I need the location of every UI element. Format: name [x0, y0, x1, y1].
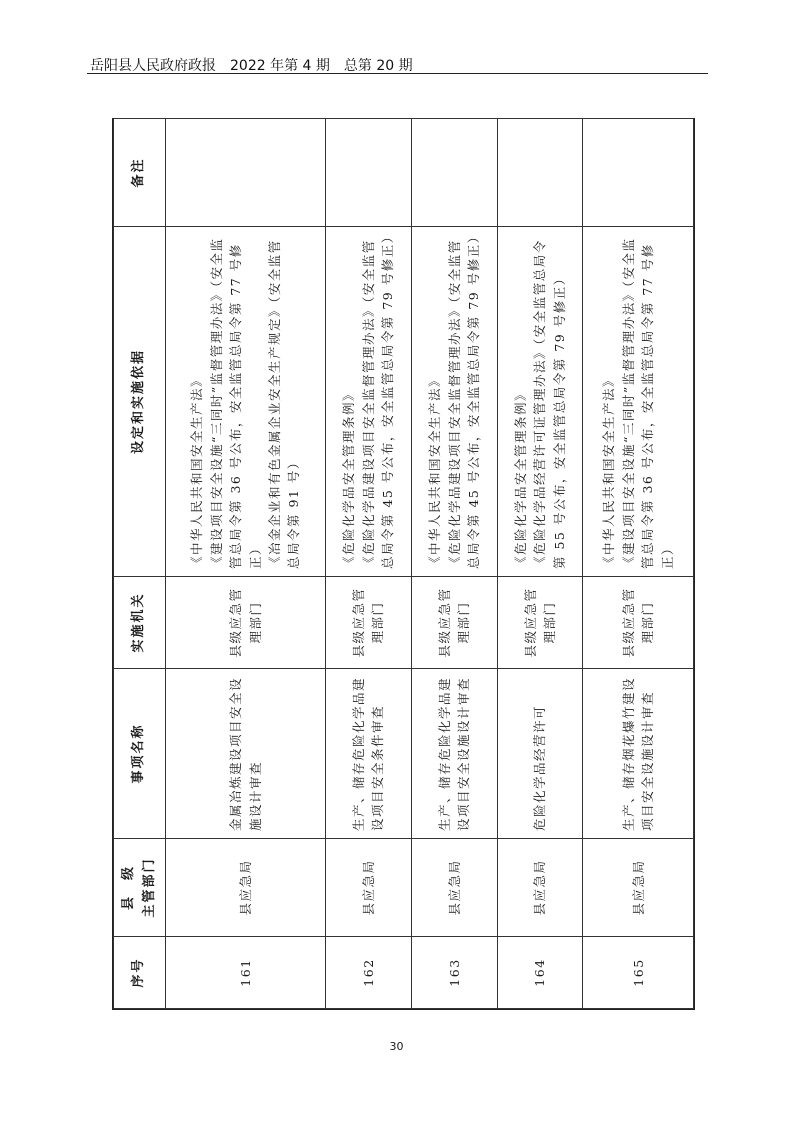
row-agency: 县级应急管理部门	[411, 577, 497, 669]
basis-line: 《危险化学品安全管理条例》	[341, 386, 357, 569]
table-header-row	[114, 119, 166, 1009]
row-remark	[326, 119, 412, 227]
row-item-name: 生产、储存烟花爆竹建设项目安全设施设计审查	[583, 669, 694, 839]
column-header-agency: 实施机关	[114, 577, 166, 669]
row-dept: 县应急局	[411, 839, 497, 937]
table-frame	[112, 118, 695, 1010]
header-rule	[87, 73, 708, 74]
table-row	[411, 119, 497, 1009]
row-number: 163	[411, 937, 497, 1009]
row-number: 161	[166, 937, 326, 1009]
row-remark	[497, 119, 583, 227]
row-agency: 县级应急管理部门	[326, 577, 412, 669]
row-dept: 县应急局	[583, 839, 694, 937]
basis-line: 《危险化学品建设项目安全监督管理办法》（安全监管总局令第 45 号公布，安全监管总局令第 79 号修正）	[360, 229, 396, 569]
row-dept: 县应急局	[166, 839, 326, 937]
row-basis	[166, 227, 326, 577]
basis-line: 《建设项目安全设施“三同时”监督管理办法》（安全监管总局令第 36 号公布，安全监管总局令第 77 号修正）	[620, 237, 675, 569]
basis-line: 《危险化学品安全管理条例》	[512, 386, 528, 569]
row-agency: 县级应急管理部门	[497, 577, 583, 669]
basis-line: 《中华人民共和国安全生产法》	[189, 372, 205, 569]
basis-line: 《建设项目安全设施“三同时”监督管理办法》（安全监管总局令第 36 号公布，安全监管总局令第 77 号修正）	[208, 237, 263, 569]
row-basis	[326, 227, 412, 577]
row-basis	[497, 227, 583, 577]
column-header-item: 事项名称	[114, 669, 166, 839]
row-agency: 县级应急管理部门	[583, 577, 694, 669]
row-dept: 县应急局	[497, 839, 583, 937]
row-remark	[166, 119, 326, 227]
row-item-name: 生产、储存危险化学品建设项目安全条件审查	[326, 669, 412, 839]
column-header-remark: 备注	[114, 119, 166, 227]
row-remark	[583, 119, 694, 227]
row-number: 165	[583, 937, 694, 1009]
page-number: 30	[389, 1040, 404, 1053]
column-header-no: 序号	[114, 937, 166, 1009]
column-header-dept: 县 级 主管部门	[114, 839, 166, 937]
row-number: 164	[497, 937, 583, 1009]
basis-line: 《冶金企业和有色金属企业安全生产规定》（安全监管总局令第 91 号）	[266, 239, 302, 569]
row-agency: 县级应急管理部门	[166, 577, 326, 669]
basis-line: 《危险化学品经营许可证管理办法》（安全监管总局令第 55 号公布，安全监管总局令第 79 号修正）	[532, 239, 567, 569]
items-table	[113, 118, 694, 1009]
column-header-basis: 设定和实施依据	[114, 227, 166, 577]
row-dept: 县应急局	[326, 839, 412, 937]
row-basis	[411, 227, 497, 577]
row-basis	[583, 227, 694, 577]
table-row	[583, 119, 694, 1009]
basis-line: 《危险化学品建设项目安全监督管理办法》（安全监管总局令第 45 号公布，安全监管总局令第 79 号修正）	[446, 229, 481, 569]
table-row	[497, 119, 583, 1009]
row-item-name: 生产、储存危险化学品建设项目安全设施设计审查	[411, 669, 497, 839]
table-row	[166, 119, 326, 1009]
page-header: 岳阳县人民政府政报 2022 年第 4 期 总第 20 期	[90, 58, 413, 74]
rotated-table-container	[113, 119, 694, 1009]
basis-line: 《中华人民共和国安全生产法》	[427, 372, 443, 569]
basis-line: 《中华人民共和国安全生产法》	[601, 372, 617, 569]
table-row	[326, 119, 412, 1009]
row-remark	[411, 119, 497, 227]
row-number: 162	[326, 937, 412, 1009]
row-item-name: 金属冶炼建设项目安全设施设计审查	[166, 669, 326, 839]
row-item-name: 危险化学品经营许可	[497, 669, 583, 839]
